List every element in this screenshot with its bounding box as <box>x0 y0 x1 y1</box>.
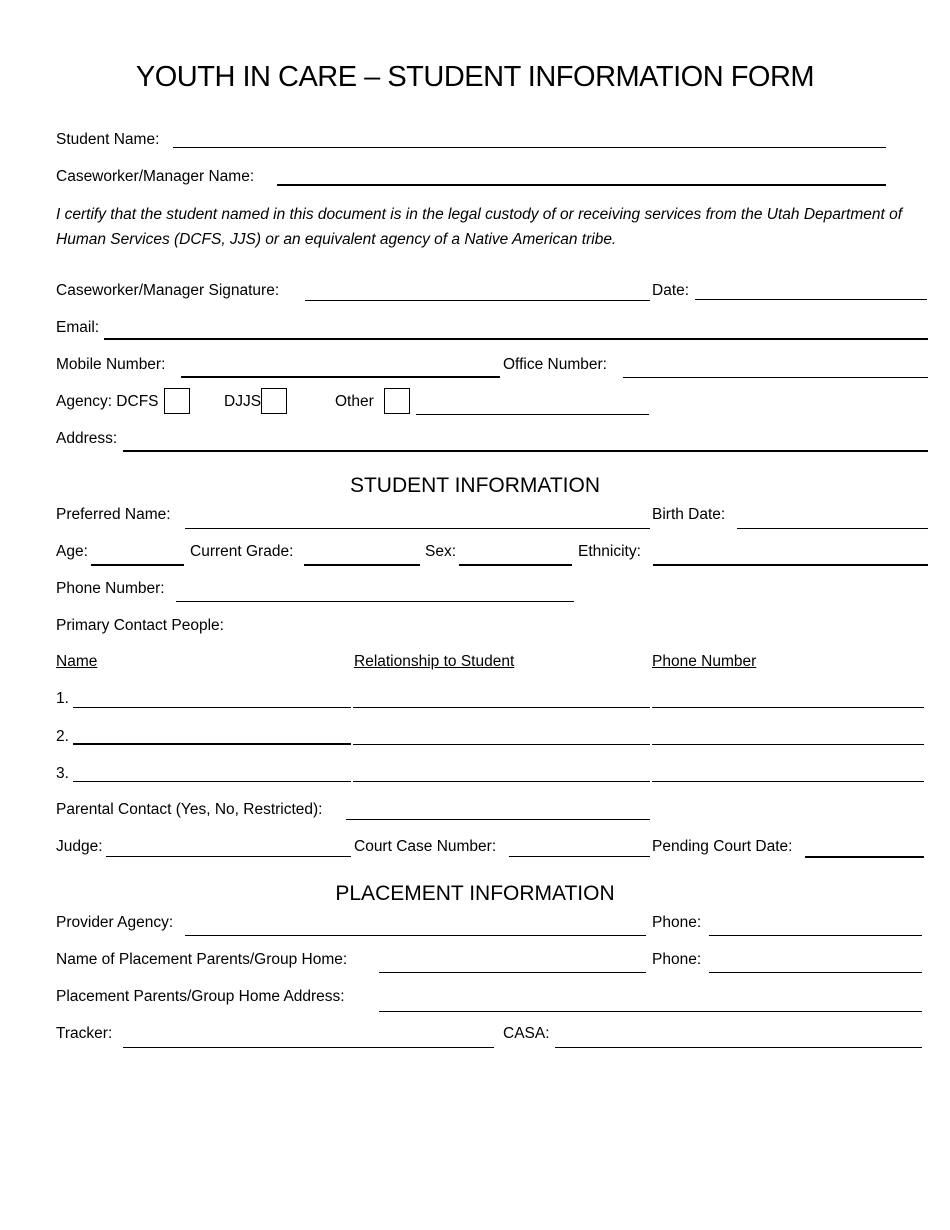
ethnicity-field[interactable] <box>653 564 928 566</box>
placement-phone-label: Phone: <box>652 951 702 968</box>
provider-phone-label: Phone: <box>652 914 702 931</box>
ethnicity-label: Ethnicity: <box>578 543 641 560</box>
address-field[interactable] <box>123 450 928 452</box>
casa-label: CASA: <box>503 1025 550 1042</box>
court-case-field[interactable] <box>509 856 650 857</box>
parental-contact-label: Parental Contact (Yes, No, Restricted): <box>56 801 323 818</box>
row-number: 1. <box>56 690 69 707</box>
date-field[interactable] <box>695 299 927 300</box>
provider-field[interactable] <box>185 935 646 936</box>
caseworker-name-label: Caseworker/Manager Name: <box>56 168 255 185</box>
casa-field[interactable] <box>555 1047 922 1048</box>
sex-field[interactable] <box>459 564 572 566</box>
certification-statement: I certify that the student named in this document is in the legal custody of or receiving services from the Utah Department of Human Services (DCFS, JJS) or an equivalent agency of a Native American tribe. <box>56 206 903 248</box>
contact-3-name-field[interactable] <box>73 781 351 782</box>
mobile-label: Mobile Number: <box>56 356 166 373</box>
date-label: Date: <box>652 282 690 299</box>
grade-field[interactable] <box>304 564 420 566</box>
form-title: YOUTH IN CARE – STUDENT INFORMATION FORM <box>135 61 815 93</box>
email-field[interactable] <box>104 338 928 340</box>
other-agency-field[interactable] <box>416 414 649 415</box>
office-field[interactable] <box>623 377 928 378</box>
contact-2-name-field[interactable] <box>73 743 351 745</box>
provider-label: Provider Agency: <box>56 914 174 931</box>
contact-1-relationship-field[interactable] <box>353 707 650 708</box>
other-checkbox[interactable] <box>384 388 410 414</box>
provider-phone-field[interactable] <box>709 935 922 936</box>
student-name-label: Student Name: <box>56 131 160 148</box>
phone-field[interactable] <box>176 601 574 602</box>
pending-court-field[interactable] <box>805 856 924 858</box>
column-header-phone: Phone Number <box>652 653 757 670</box>
student-name-field[interactable] <box>173 147 886 148</box>
contact-3-phone-field[interactable] <box>652 781 924 782</box>
sex-label: Sex: <box>425 543 457 560</box>
contacts-label: Primary Contact People: <box>56 617 224 634</box>
signature-field[interactable] <box>305 300 650 301</box>
contact-2-phone-field[interactable] <box>652 744 924 745</box>
address-label: Address: <box>56 430 118 447</box>
caseworker-name-field[interactable] <box>277 184 886 186</box>
other-label: Other <box>335 393 374 410</box>
contact-1-phone-field[interactable] <box>652 707 924 708</box>
contact-3-relationship-field[interactable] <box>353 781 650 782</box>
placement-parents-label: Name of Placement Parents/Group Home: <box>56 951 348 968</box>
placement-section-heading: PLACEMENT INFORMATION <box>335 882 615 905</box>
djjs-label: DJJS <box>224 393 262 410</box>
age-label: Age: <box>56 543 88 560</box>
student-section-heading: STUDENT INFORMATION <box>349 474 601 497</box>
placement-address-label: Placement Parents/Group Home Address: <box>56 988 345 1005</box>
judge-label: Judge: <box>56 838 103 855</box>
preferred-name-field[interactable] <box>185 528 650 529</box>
phone-label: Phone Number: <box>56 580 165 597</box>
court-case-label: Court Case Number: <box>354 838 497 855</box>
birth-date-label: Birth Date: <box>652 506 726 523</box>
tracker-label: Tracker: <box>56 1025 113 1042</box>
column-header-relationship: Relationship to Student <box>354 653 515 670</box>
contact-1-name-field[interactable] <box>73 707 351 708</box>
placement-parents-field[interactable] <box>379 972 646 973</box>
contact-2-relationship-field[interactable] <box>353 744 650 745</box>
tracker-field[interactable] <box>123 1047 494 1048</box>
djjs-checkbox[interactable] <box>261 388 287 414</box>
placement-phone-field[interactable] <box>709 972 922 973</box>
mobile-field[interactable] <box>181 376 500 378</box>
pending-court-label: Pending Court Date: <box>652 838 793 855</box>
placement-address-field[interactable] <box>379 1011 922 1012</box>
row-number: 2. <box>56 728 69 745</box>
email-label: Email: <box>56 319 100 336</box>
grade-label: Current Grade: <box>190 543 294 560</box>
birth-date-field[interactable] <box>737 528 928 529</box>
signature-label: Caseworker/Manager Signature: <box>56 282 280 299</box>
judge-field[interactable] <box>106 856 351 857</box>
row-number: 3. <box>56 765 69 782</box>
office-label: Office Number: <box>503 356 607 373</box>
dcfs-checkbox[interactable] <box>164 388 190 414</box>
agency-label: Agency: DCFS <box>56 393 159 410</box>
parental-contact-field[interactable] <box>346 819 650 820</box>
preferred-name-label: Preferred Name: <box>56 506 171 523</box>
age-field[interactable] <box>91 564 184 566</box>
column-header-name: Name <box>56 653 98 670</box>
